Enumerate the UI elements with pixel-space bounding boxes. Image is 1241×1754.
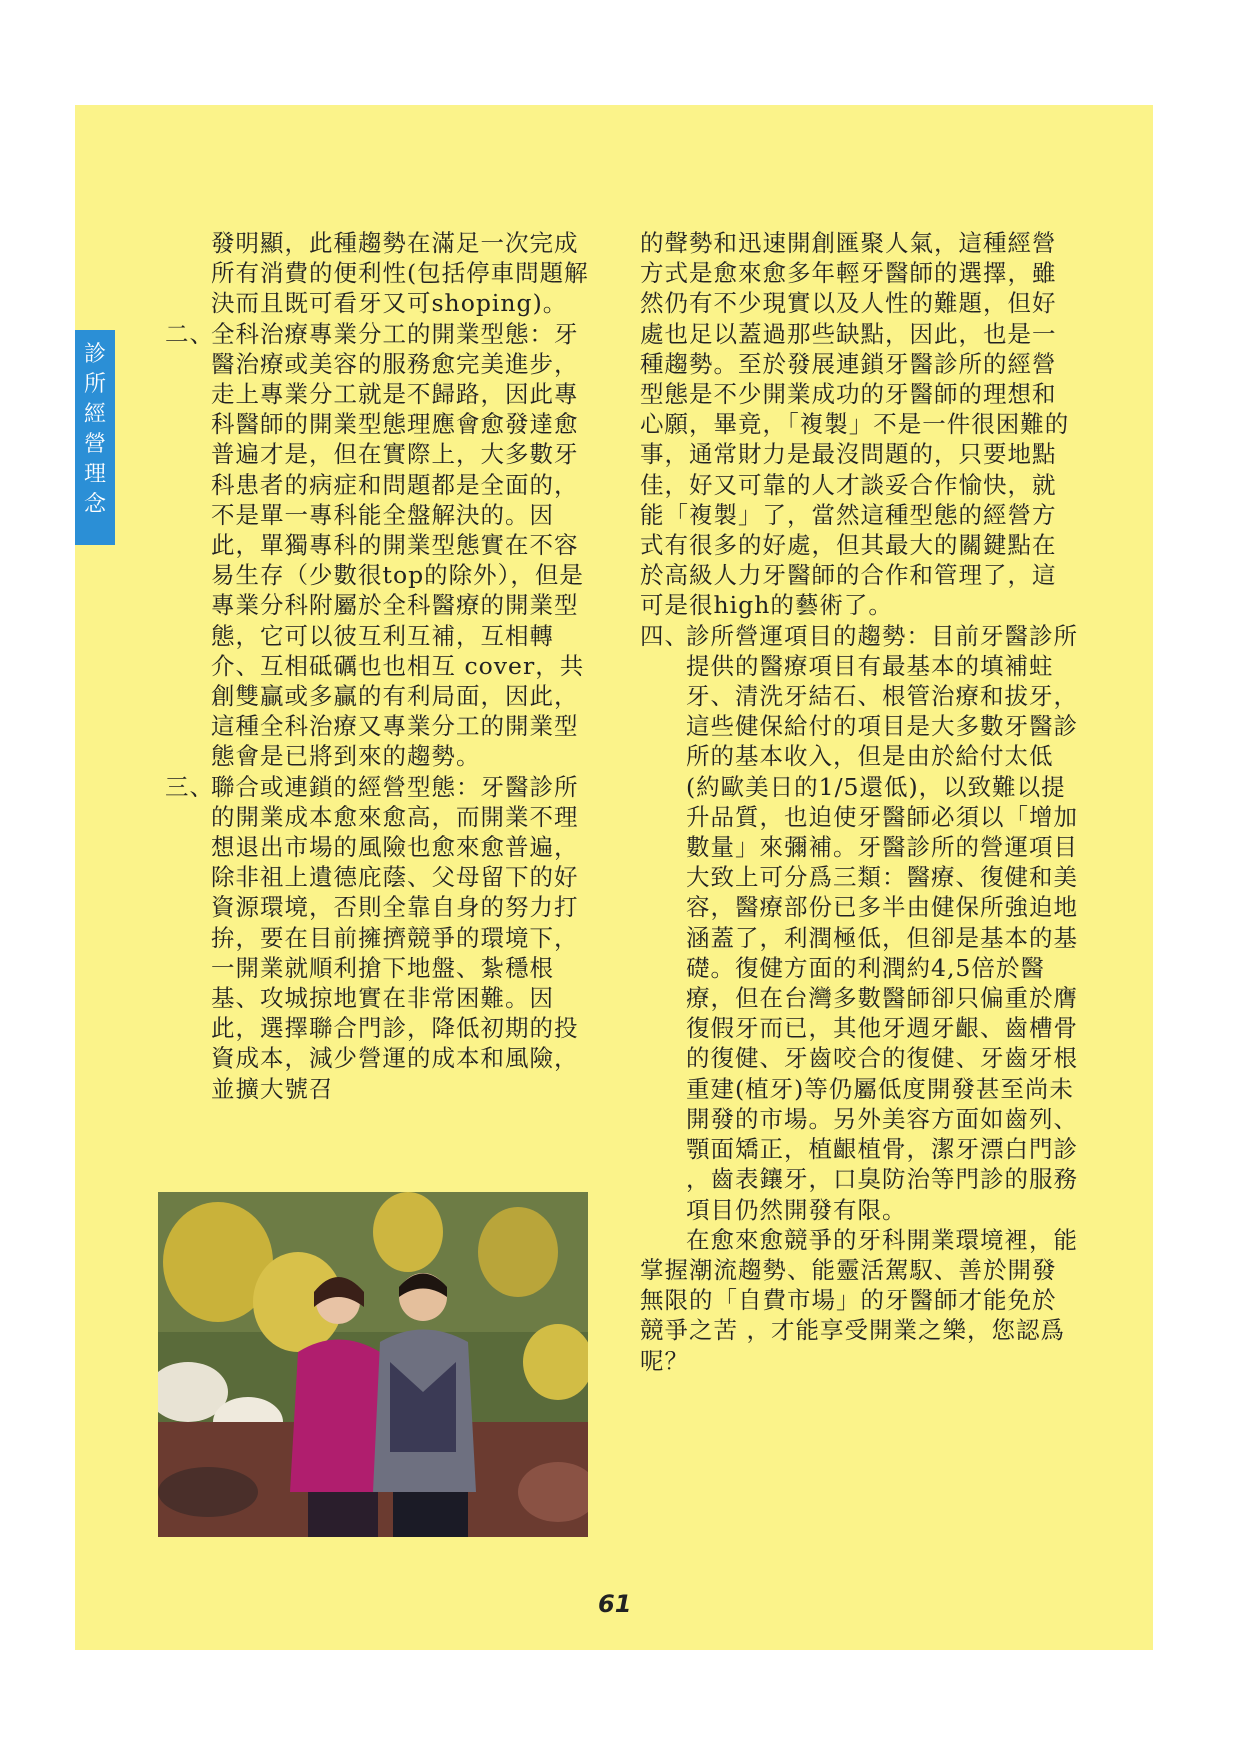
section-tab-char: 念 <box>83 492 106 517</box>
photo-couple-cactus-garden <box>158 1192 588 1537</box>
item-number: 三、 <box>165 772 214 801</box>
section-tab-char: 營 <box>83 432 106 457</box>
list-item <box>640 621 1080 1225</box>
section-tab-char: 經 <box>83 402 106 427</box>
section-tab-char: 診 <box>83 342 106 367</box>
section-tab-char: 理 <box>83 462 106 487</box>
section-tab <box>75 330 115 545</box>
closing-paragraph: 在愈來愈競爭的牙科開業環境裡，能掌握潮流趨勢、能靈活駕馭、善於開發無限的「自費市場」的牙醫師才能免於競爭之苦 ，才能享受開業之樂，您認爲呢？ <box>640 1225 1078 1375</box>
page-number: 61 <box>598 1590 632 1618</box>
left-column <box>165 228 595 1104</box>
intro-paragraph: 發明顯，此種趨勢在滿足一次完成所有消費的便利性(包括停車問題解決而且既可看牙又可shoping)。 <box>211 229 589 318</box>
item-text: 全科治療專業分工的開業型態：牙醫治療或美容的服務愈完美進步，走上專業分工就是不歸路，因此專科醫師的開業型態理應會愈發達愈普遍才是，但在實際上，大多數牙科患者的病症和問題都是全面的，不是單一專科能全盤解決的。因此，單獨專科的開業型態實在不容易生存（少數很top的除外），但是專業分科附屬於全科醫療的開業型態，它可以彼互利互補，互相轉介、互相砥礪也也相互 cover，共創雙贏或多贏的有利局面，因此，這種全科治療又專業分工的開業型態會是已將到來的趨勢。 <box>211 319 585 771</box>
item-text: 診所營運項目的趨勢：目前牙醫診所提供的醫療項目有最基本的填補蛀牙、清洗牙結石、根管治療和拔牙，這些健保給付的項目是大多數牙醫診所的基本收入，但是由於給付太低(約歐美日的1/5還低)，以致難以提升品質，也迫使牙醫師必須以「增加數量」來彌補。牙醫診所的營運項目大致上可分爲三類：醫療、復健和美容，醫療部份已多半由健保所強迫地涵蓋了，利潤極低，但卻是基本的基礎。復健方面的利潤約4,5倍於醫療，但在台灣多數醫師卻只偏重於膺復假牙而已，其他牙週牙齦、齒槽骨的復健、牙齒咬合的復健、牙齒牙根重建(植牙)等仍屬低度開發甚至尚未開發的市場。另外美容方面如齒列、顎面矯正，植齦植骨，潔牙漂白門診 ，齒表鑲牙，口臭防治等門診的服務項目仍然開發有限。 <box>686 621 1078 1224</box>
list-item <box>165 772 595 1104</box>
item-number: 二、 <box>165 319 214 348</box>
section-tab-char: 所 <box>83 372 106 397</box>
list-item <box>165 319 595 772</box>
continuation-paragraph: 的聲勢和迅速開創匯聚人氣，這種經營方式是愈來愈多年輕牙醫師的選擇，雖然仍有不少現實以及人性的難題，但好處也足以蓋過那些缺點，因此，也是一種趨勢。至於發展連鎖牙醫診所的經營型態是不少開業成功的牙醫師的理想和心願，畢竟，「複製」不是一件很困難的事，通常財力是最沒問題的，只要地點佳，好又可靠的人才談妥合作愉快，就能「複製」了，當然這種型態的經營方式有很多的好處，但其最大的關鍵點在於高級人力牙醫師的合作和管理了，這可是很high的藝術了。 <box>640 229 1070 620</box>
item-text: 聯合或連鎖的經營型態：牙醫診所的開業成本愈來愈高，而開業不理想退出市場的風險也愈來愈普遍，除非祖上遺德庇蔭、父母留下的好資源環境，否則全靠自身的努力打拚，要在目前擁擠競爭的環境下，一開業就順利搶下地盤、紮穩根基、攻城掠地實在非常困難。因此，選擇聯合門診，降低初期的投資成本，減少營運的成本和風險，並擴大號召 <box>211 772 579 1103</box>
item-number: 四、 <box>640 621 689 650</box>
right-column <box>640 228 1080 1376</box>
